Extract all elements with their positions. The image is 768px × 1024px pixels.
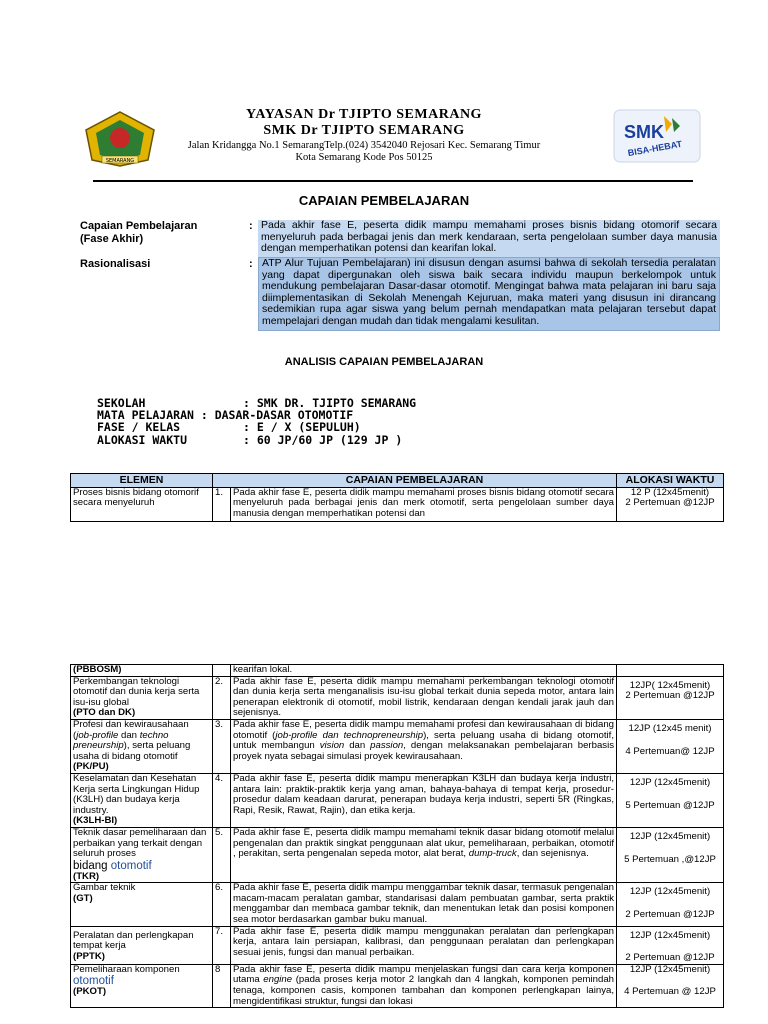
meta-alokasi-waktu: ALOKASI WAKTU : 60 JP/60 JP (129 JP ) [97,433,403,447]
elemen-cell: Pemeliharaan komponen otomotif (PKOT) [71,964,213,1007]
svg-text:BISA-HEBAT: BISA-HEBAT [626,138,683,159]
alokasi-cell: 12JP (12x45menit) 4 Pertemuan @ 12JP [617,964,724,1007]
cp-label: Capaian Pembelajaran (Fase Akhir) [80,220,198,245]
letterhead-city: Kota Semarang Kode Pos 50125 [295,152,433,163]
capaian-cell: Pada akhir fase E, peserta didik mampu memahami perkembangan teknologi otomotif dan dunia kerja serta menganalisis isu-isu global terkait dunia sepeda motor, antara lain penerapan elektronik di otomotif, mobil listrik, kendaraan dengan kendali jarak jauh dan sejenisnya. [231,676,617,719]
header-capaian: CAPAIAN PEMBELAJARAN [213,474,617,488]
meta-mata-pelajaran: MATA PELAJARAN : DASAR-DASAR OTOMOTIF [97,408,354,422]
row-number: 1. [213,487,231,521]
letterhead-foundation: YAYASAN Dr TJIPTO SEMARANG [246,107,482,122]
analysis-table-page2 [70,664,724,1008]
elemen-cell: Teknik dasar pemeliharaan dan perbaikan yang terkait dengan seluruh proses bidang otomotif (TKR) [71,827,213,882]
meta-fase-kelas: FASE / KELAS : E / X (SEPULUH) [97,420,361,434]
table-row: Teknik dasar pemeliharaan dan perbaikan yang terkait dengan seluruh proses bidang otomotif (TKR) 5. Pada akhir fase E, peserta didik mampu memahami teknik dasar bidang otomotif melalui pengenalan dan praktik singkat penggunaan alat ukur, pemeliharaan, perbaikan, otomotif , perakitan, serta pengenalan sepeda motor, alat berat, dump-truck, dan sejenisnya. 12JP (12x45menit) 5 Pertemuan ,@12JP [71,827,724,882]
alokasi-cell: 12JP (12x45 menit) 4 Pertemuan@ 12JP [617,719,724,773]
capaian-cell: Pada akhir fase E, peserta didik mampu menerapkan K3LH dan budaya kerja industri, antara lain: praktik-praktik kerja yang aman, bahaya-bahaya di tempat kerja, prosedur-prosedur dalam keadaan darurat, penerapan budaya kerja industri, seperti 5R (Ringkas, Rapi, Resik, Rawat, Rajin), dan etika kerja. [231,773,617,827]
document-title: CAPAIAN PEMBELAJARAN [298,193,470,208]
letterhead-address: Jalan Kridangga No.1 SemarangTelp.(024) 3542040 Rejosari Kec. Semarang Timur [187,140,541,151]
header-elemen: ELEMEN [71,474,213,488]
elemen-cell: Proses bisnis bidang otomorif secara menyeluruh [71,487,213,521]
capaian-cell: kearifan lokal. [231,665,617,677]
alokasi-cell: 12JP (12x45menit) 5 Pertemuan @12JP [617,773,724,827]
rasionalisasi-label: Rasionalisasi [80,258,151,270]
table-row: Perkembangan teknologi otomotif dan dunia kerja serta isu-isu global (PTO dan DK) 2. Pada akhir fase E, peserta didik mampu memahami perkembangan teknologi otomotif dan dunia kerja serta menganalisis isu-isu global terkait dunia sepeda motor, antara lain penerapan elektronik di otomotif, mobil listrik, kendaraan dengan kendali jarak jauh dan sejenisnya. 12JP( 12x45menit) 2 Pertemuan @12JP [71,676,724,719]
table-row: Pemeliharaan komponen otomotif (PKOT) 8 Pada akhir fase E, peserta didik mampu menjelaskan fungsi dan cara kerja komponen utama engine (pada proses kerja motor 2 langkah dan 4 langkah, komponen pemindah tenaga, komponen casis, komponen tambahan dan komponen perlengkapan lainya, mengidentifikasi struktur, fungsi dan lokasi 12JP (12x45menit) 4 Pertemuan @ 12JP [71,964,724,1007]
alokasi-cell: 12 P (12x45menit) 2 Pertemuan @12JP [617,487,724,521]
letterhead-divider [93,180,693,182]
elemen-cell: Profesi dan kewirausahaan (job-profile dan techno preneurship), serta peluang usaha di bidang otomotif (PK/PU) [71,719,213,773]
elemen-code: (PBBOSM) [71,665,213,677]
alokasi-cell: 12JP (12x45menit) 5 Pertemuan ,@12JP [617,827,724,882]
elemen-cell: Peralatan dan perlengkapan tempat kerja (PPTK) [71,926,213,964]
cp-text-box: Pada akhir fase E, peserta didik mampu memahami proses bisnis bidang otomorif secara menyeluruh pada berbagai jenis dan merk kendaraan, serta pengelolaan sumber daya manusia dengan memperhatikan potensi dan kearifan lokal. [258,220,720,257]
smk-bisa-hebat-logo [612,108,702,164]
elemen-cell: Perkembangan teknologi otomotif dan dunia kerja serta isu-isu global (PTO dan DK) [71,676,213,719]
capaian-cell: Pada akhir fase E, peserta didik mampu memahami profesi dan kewirausahaan di bidang otomotif (job-profile dan technopreneurship), serta peluang usaha di bidang otomotif, untuk membangun vision dan passion, dengan melaksanakan pembelajaran berbasis proyek nyata sebagai simulasi proyek kewirausahaan. [231,719,617,773]
elemen-cell: Gambar teknik (GT) [71,883,213,926]
table-header-row [71,474,724,488]
letterhead-school: SMK Dr TJIPTO SEMARANG [263,123,465,138]
table-row: Keselamatan dan Kesehatan Kerja serta Lingkungan Hidup (K3LH) dan budaya kerja industry. (K3LH-BI) 4. Pada akhir fase E, peserta didik mampu menerapkan K3LH dan budaya kerja industri, antara lain: praktik-praktik kerja yang aman, bahaya-bahaya di tempat kerja, prosedur-prosedur dalam keadaan darurat, penerapan budaya kerja industri, seperti 5R (Ringkas, Rapi, Resik, Rawat, Rajin), dan etika kerja. 12JP (12x45menit) 5 Pertemuan @12JP [71,773,724,827]
ras-colon: : [249,258,253,270]
meta-sekolah: SEKOLAH : SMK DR. TJIPTO SEMARANG [97,396,417,410]
svg-text:SEMARANG: SEMARANG [105,158,135,164]
svg-text:SMK: SMK [624,122,664,142]
cp-colon: : [249,220,253,232]
alokasi-cell: 12JP (12x45menit) 2 Pertemuan @12JP [617,883,724,926]
table-row: Gambar teknik (GT) 6. Pada akhir fase E, peserta didik mampu menggambar teknik dasar, termasuk pengenalan macam-macam peralatan gambar, standarisasi dalam pembuatan gambar, serta praktik menggambar dan membaca gambar teknik, dan menentukan letak dan posisi komponen sea motor berdasarkan gambar buku manual. 12JP (12x45menit) 2 Pertemuan @12JP [71,883,724,926]
capaian-cell: Pada akhir fase E, peserta didik mampu menggambar teknik dasar, termasuk pengenalan macam-macam peralatan gambar, standarisasi dalam pembuatan gambar, serta praktik menggambar dan membaca gambar teknik, dan menentukan letak dan posisi komponen sea motor berdasarkan gambar buku manual. [231,883,617,926]
capaian-cell: Pada akhir fase E, peserta didik mampu menggunakan peralatan dan perlengkapan kerja, antara lain persiapan, kalibrasi, dan penggunaan peralatan dan perlengkapan sesuai jenis, fungsi dan manual perbaikan. [231,926,617,964]
table-row [71,665,724,677]
elemen-cell: Keselamatan dan Kesehatan Kerja serta Lingkungan Hidup (K3LH) dan budaya kerja industry. (K3LH-BI) [71,773,213,827]
capaian-cell: Pada akhir fase E, peserta didik mampu memahami teknik dasar bidang otomotif melalui pengenalan dan praktik singkat penggunaan alat ukur, pemeliharaan, perbaikan, otomotif , perakitan, serta pengenalan sepeda motor, alat berat, dump-truck, dan sejenisnya. [231,827,617,882]
alokasi-cell: 12JP (12x45menit) 2 Pertemuan @12JP [617,926,724,964]
capaian-cell: Pada akhir fase E, peserta didik mampu memahami proses bisnis bidang otomotif secara menyeluruh pada berbagai jenis dan merk otomotif, serta pengelolaan sumber daya manusia dengan memperhatikan potensi dan [231,487,617,521]
capaian-cell: Pada akhir fase E, peserta didik mampu menjelaskan fungsi dan cara kerja komponen utama engine (pada proses kerja motor 2 langkah dan 4 langkah, komponen pemindah tenaga, komponen casis, komponen tambahan dan komponen perlengkapan lainya, mengidentifikasi struktur, fungsi dan lokasi [231,964,617,1007]
table-row: Peralatan dan perlengkapan tempat kerja (PPTK) 7. Pada akhir fase E, peserta didik mampu menggunakan peralatan dan perlengkapan kerja, antara lain persiapan, kalibrasi, dan penggunaan peralatan dan perlengkapan sesuai jenis, fungsi dan manual perbaikan. 12JP (12x45menit) 2 Pertemuan @12JP [71,926,724,964]
rasionalisasi-text-box: ATP Alur Tujuan Pembelajaran) ini disusun dengan asumsi bahwa di sekolah tersedia peralatan yang dapat dipergunakan oleh siswa baik secara individu maupun berkelompok untuk mendukung pembelajaran Dasar-dasar otomotif. Mengingat bahwa mata pelajaran ini baru saja diimplementasikan di Sekolah Menengah Kejuruan, maka materi yang disusun ini dirancang sedemikian rupa agar siswa yang belum pernah mendapatkan mata pelajaran tersebut dapat mempelajari dengan mudah dan tidak mengalami kesulitan. [258,257,720,331]
table-row: Profesi dan kewirausahaan (job-profile dan techno preneurship), serta peluang usaha di bidang otomotif (PK/PU) 3. Pada akhir fase E, peserta didik mampu memahami profesi dan kewirausahaan di bidang otomotif (job-profile dan technopreneurship), serta peluang usaha di bidang otomotif, untuk membangun vision dan passion, dengan melaksanakan pembelajaran berbasis proyek nyata sebagai simulasi proyek kewirausahaan. 12JP (12x45 menit) 4 Pertemuan@ 12JP [71,719,724,773]
analysis-table-page1 [70,473,724,522]
header-alokasi: ALOKASI WAKTU [617,474,724,488]
table-row [71,487,724,521]
analysis-subtitle: ANALISIS CAPAIAN PEMBELAJARAN [284,356,484,368]
alokasi-cell: 12JP( 12x45menit) 2 Pertemuan @12JP [617,676,724,719]
